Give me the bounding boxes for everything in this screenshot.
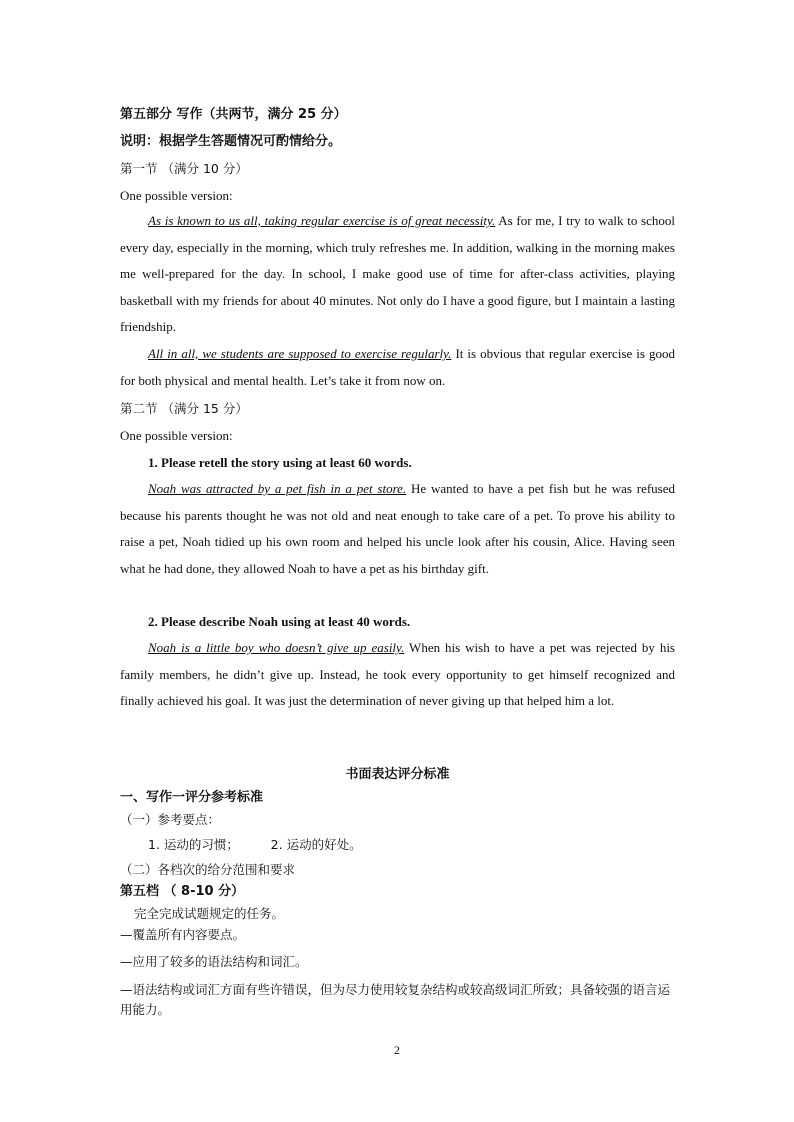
rubric-level5-item4: —语法结构或词汇方面有些许错误，但为尽力使用较复杂结构或较高级词汇所致；具备较强的语言运用能力。 [120, 982, 671, 1017]
paragraph-text: When his wish to have a pet was rejected by his family members, he didn’t give up. Instead, he took every opportunity to get himself recognized and finally achieved his goal. It was just the determination of never giving up that helped him a lot. [120, 640, 675, 708]
rubric-level5: 第五档 （ 8-10 分） [120, 884, 245, 899]
rubric-sub1: （一）参考要点： [120, 812, 221, 827]
rubric-heading1: 一、写作一评分参考标准 [120, 790, 264, 805]
rubric-points: 1. 运动的习惯； 2. 运动的好处。 [148, 837, 362, 852]
rubric-level5-item2: —覆盖所有内容要点。 [120, 927, 246, 942]
page-number: 2 [394, 1043, 400, 1057]
topic-sentence: Noah was attracted by a pet fish in a pet store. [148, 481, 407, 496]
paragraph-text: As for me, I try to walk to school every day, especially in the morning, which truly refreshes me. In addition, walking in the morning makes me well-prepared for the day. In school, I make good use of time for after-class activities, playing basketball with my friends for about 40 minutes. Not only do I have a good figure, but I maintain a lasting friendship. [120, 213, 675, 334]
paragraph-text: He wanted to have a pet fish but he was refused because his parents thought he was not old and neat enough to take care of a pet. To prove his ability to raise a pet, Noah tidied up his own room and helped his uncle look after his cousin, Alice. Having seen what he had done, they allowed Noah to have a pet as his birthday gift. [120, 481, 676, 576]
question2-answer [120, 635, 675, 715]
scoring-note: 说明：根据学生答题情况可酌情给分。 [120, 134, 342, 149]
topic-sentence: Noah is a little boy who doesn’t give up easily. [148, 640, 405, 655]
section1-paragraph2 [120, 341, 675, 394]
section1-heading: 第一节 （满分 10 分） [120, 161, 248, 176]
rubric-level5-item3: —应用了较多的语法结构和词汇。 [120, 954, 308, 969]
question2-prompt: 2. Please describe Noah using at least 40 words. [148, 614, 411, 629]
section2-heading: 第二节 （满分 15 分） [120, 401, 248, 416]
topic-sentence: All in all, we students are supposed to exercise regularly. [148, 346, 452, 361]
section1-paragraph1 [120, 208, 675, 341]
section1-version-label: One possible version: [120, 188, 233, 203]
question1-prompt: 1. Please retell the story using at least 60 words. [148, 455, 412, 470]
topic-sentence: As is known to us all, taking regular exercise is of great necessity. [148, 213, 496, 228]
section2-version-label: One possible version: [120, 428, 233, 443]
rubric-sub2: （二）各档次的给分范围和要求 [120, 862, 296, 877]
rubric-title: 书面表达评分标准 [345, 767, 450, 782]
part-title: 第五部分 写作（共两节，满分 25 分） [120, 107, 347, 122]
paragraph-text: It is obvious that regular exercise is good for both physical and mental health. Let’s take it from now on. [120, 346, 675, 388]
question1-answer [120, 476, 675, 582]
rubric-level5-item1: 完全完成试题规定的任务。 [134, 906, 285, 921]
